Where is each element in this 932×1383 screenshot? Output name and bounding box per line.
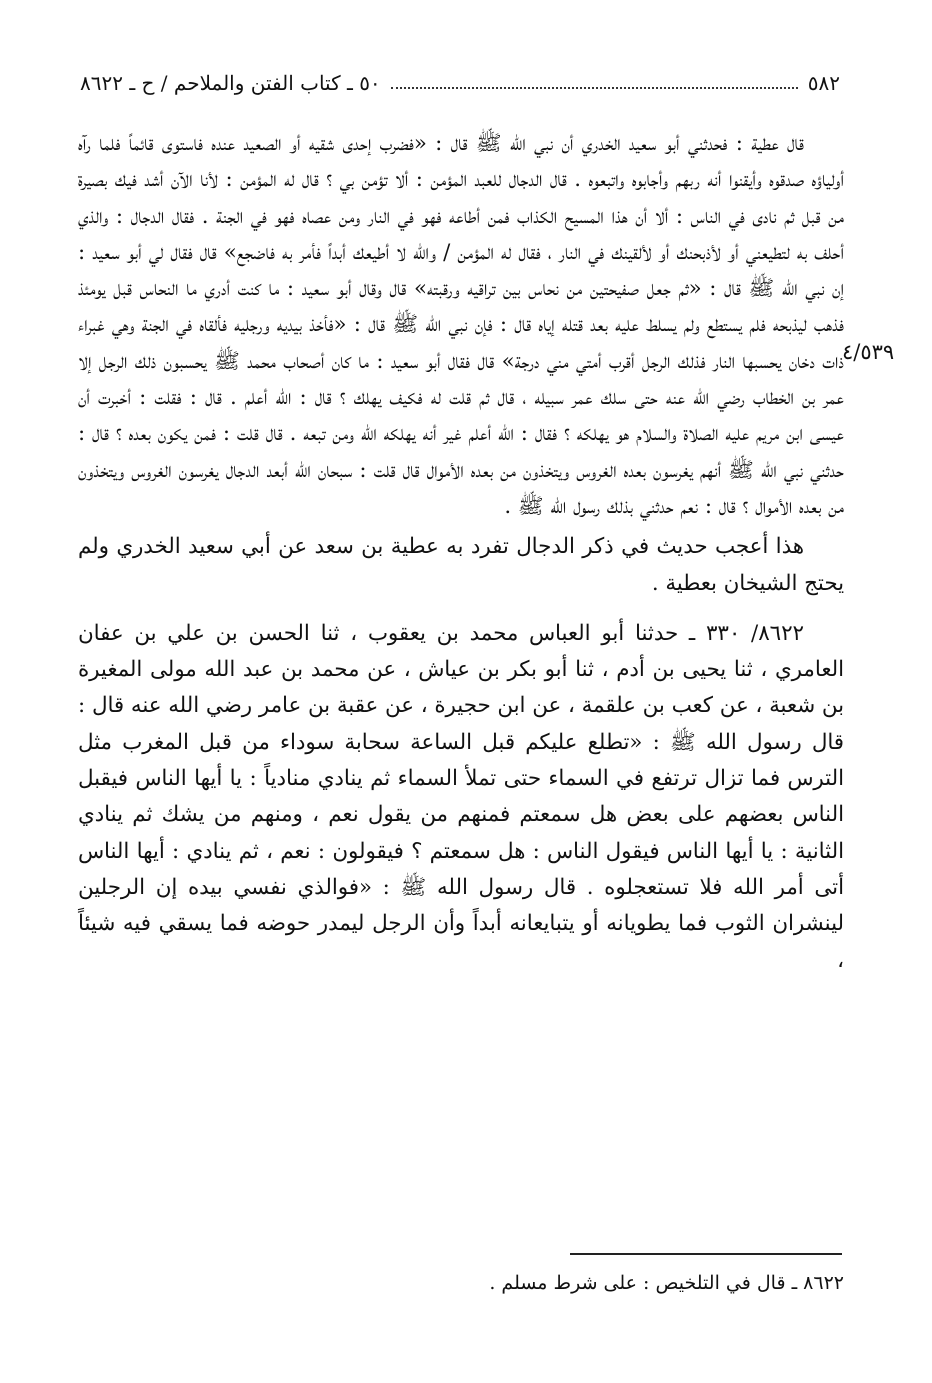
page-number: ٥٨٢ bbox=[807, 71, 840, 95]
footnote: ٨٦٢٢ ـ قال في التلخيص : على شرط مسلم . bbox=[489, 1272, 844, 1294]
chapter-title: ٥٠ ـ كتاب الفتن والملاحم / ح ـ ٨٦٢٢ bbox=[80, 71, 381, 95]
header-leader-dots bbox=[391, 77, 798, 89]
paragraph-hadith-8622: ٨٦٢٢/ ٣٣٠ ـ حدثنا أبو العباس محمد بن يعقوب ، ثنا الحسن بن علي بن عفان العامري ، ثنا يحيى بن أدم ، ثنا أبو بكر بن عياش ، عن محمد بن عبد الله مولى المغيرة بن شعبة ، عن كعب بن علقمة ، عن ابن حجيرة ، عن عقبة بن عامر رضي الله عنه قال : قال رسول الله ﷺ : «تطلع عليكم قبل الساعة سحابة سوداء من قبل المغرب مثل الترس فما تزال ترتفع في السماء حتى تملأ السماء ثم ينادي منادياً : يا أيها الناس فيقبل الناس بعضهم على بعض هل سمعتم فمنهم من يقول نعم ، ومنهم من يشك ثم ينادي الثانية : يا أيها الناس فيقول الناس : هل سمعتم ؟ فيقولون : نعم ، ثم ينادي : أيها الناس أتى أمر الله فلا تستعجلوه . قال رسول الله ﷺ : «فوالذي نفسي بيده إن الرجلين لينشران الثوب فما يطويانه أو يتبايعانه أبداً وأن الرجل ليمدر حوضه فما يسقي فيه شيئاً ، bbox=[78, 620, 844, 973]
margin-reference: ٤/٥٣٩ bbox=[842, 340, 895, 364]
running-header bbox=[80, 66, 840, 100]
paragraph-commentary: هذا أعجب حديث في ذكر الدجال تفرد به عطية بن سعد عن أبي سعيد الخدري ولم يحتج الشيخان بعطية . bbox=[78, 534, 844, 596]
footnote-divider bbox=[570, 1253, 842, 1255]
main-text bbox=[78, 126, 844, 979]
paragraph-hadith-continuation: قال عطية : فحدثني أبو سعيد الخدري أن نبي الله ﷺ قال : «فضرب إحدى شقيه أو الصعيد عنده فاستوى قائماً فلما رآه أولياؤه صدقوه وأيقنوا أنه ربهم وأجابوه واتبعوه . قال الدجال للعبد المؤمن : ألا تؤمن بي ؟ قال له المؤمن : لأنا الآن أشد فيك بصيرة من قبل ثم نادى في الناس : ألا أن هذا المسيح الكذاب فمن أطاعه فهو في النار ومن عصاه فهو في الجنة . فقال الدجال : والذي أحلف به لتطيعني أو لأذبحنك أو لألقينك في النار ، فقال له المؤمن / والله لا أطيعك أبداً فأمر به فاضجع» قال فقال لي أبو سعيد : إن نبي الله ﷺ قال : «ثم جعل صفيحتين من نحاس بين تراقيه ورقبته» قال وقال أبو سعيد : ما كنت أدري ما النحاس قبل يومئذ فذهب ليذبحه فلم يستطع ولم يسلط عليه بعد قتله إياه قال : فإن نبي الله ﷺ قال : «فأخذ بيديه ورجليه فألقاه في الجنة وهي غبراء ذات دخان يحسبها النار فذلك الرجل أقرب أمتي مني درجة» قال فقال أبو سعيد : ما كان أصحاب محمد ﷺ يحسبون ذلك الرجل إلا عمر بن الخطاب رضي الله عنه حتى سلك عمر سبيله ، قال ثم قلت له فكيف يهلك ؟ قال : الله أعلم . قال : فقلت : أخبرت أن عيسى ابن مريم عليه الصلاة والسلام هو يهلكه ؟ فقال : الله أعلم غير أنه يهلكه الله ومن تبعه . قال قلت : فمن يكون بعده ؟ قال : حدثني نبي الله ﷺ أنهم يغرسون بعده الغروس ويتخذون من بعده الأموال قال قلت : سبحان الله أبعد الدجال يغرسون الغروس ويتخذون من بعده الأموال ؟ قال : نعم حدثني بذلك رسول الله ﷺ . bbox=[78, 131, 844, 519]
